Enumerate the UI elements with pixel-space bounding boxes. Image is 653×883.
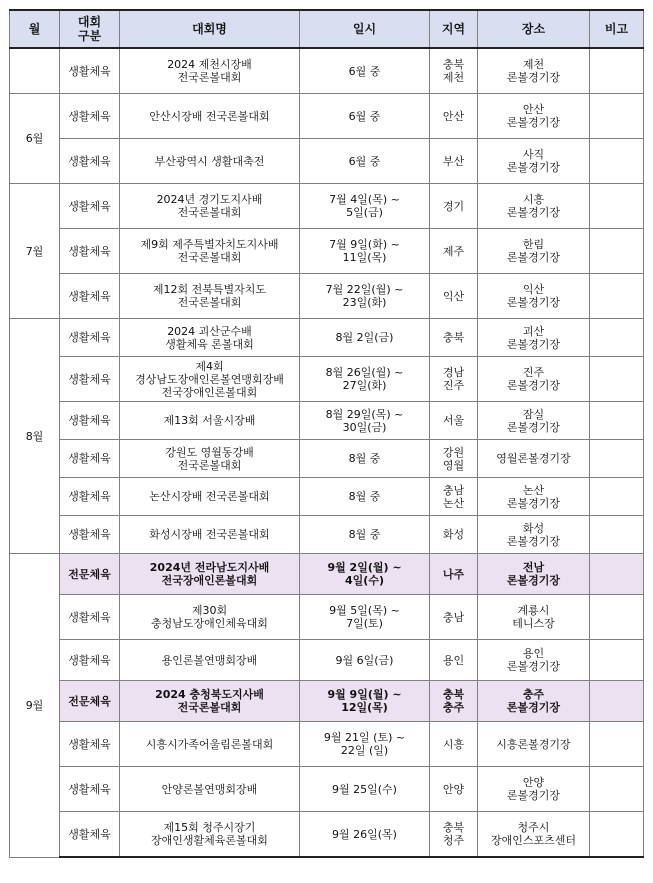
note-cell: [590, 767, 644, 812]
month-cell: 9월: [10, 554, 60, 858]
date-cell: 6월 중: [300, 48, 430, 94]
category-cell: 생활체육: [60, 767, 120, 812]
region-cell: 강원 영월: [430, 440, 478, 478]
region-cell: 충북 충주: [430, 681, 478, 722]
name-cell: 시흥시가족어울림론볼대회: [120, 722, 300, 767]
table-row: [10, 274, 644, 319]
venue-cell: 괴산 론볼경기장: [478, 319, 590, 357]
venue-cell: 계룡시 테니스장: [478, 595, 590, 640]
category-cell: 생활체육: [60, 478, 120, 516]
region-cell: 화성: [430, 516, 478, 554]
region-cell: 충남 논산: [430, 478, 478, 516]
note-cell: [590, 139, 644, 184]
venue-cell: 잠실 론볼경기장: [478, 402, 590, 440]
venue-cell: 시흥론볼경기장: [478, 722, 590, 767]
region-cell: 안양: [430, 767, 478, 812]
note-cell: [590, 94, 644, 139]
note-cell: [590, 595, 644, 640]
date-cell: 8월 2일(금): [300, 319, 430, 357]
category-cell: 전문체육: [60, 554, 120, 595]
date-cell: 9월 9일(월) ~ 12일(목): [300, 681, 430, 722]
note-cell: [590, 478, 644, 516]
name-cell: 제9회 제주특별자치도지사배 전국론볼대회: [120, 229, 300, 274]
name-cell: 제13회 서울시장배: [120, 402, 300, 440]
header-venue: 장소: [478, 10, 590, 48]
region-cell: 익산: [430, 274, 478, 319]
category-cell: 생활체육: [60, 812, 120, 858]
name-cell: 2024 충청북도지사배 전국론볼대회: [120, 681, 300, 722]
date-cell: 7월 4일(목) ~ 5일(금): [300, 184, 430, 229]
venue-cell: 한림 론볼경기장: [478, 229, 590, 274]
note-cell: [590, 516, 644, 554]
note-cell: [590, 640, 644, 681]
venue-cell: 화성 론볼경기장: [478, 516, 590, 554]
table-row: [10, 229, 644, 274]
note-cell: [590, 319, 644, 357]
venue-cell: 충주 론볼경기장: [478, 681, 590, 722]
region-cell: 안산: [430, 94, 478, 139]
name-cell: 제30회 충청남도장애인체육대회: [120, 595, 300, 640]
name-cell: 2024년 경기도지사배 전국론볼대회: [120, 184, 300, 229]
date-cell: 9월 26일(목): [300, 812, 430, 858]
month-cell: [10, 48, 60, 94]
name-cell: 제15회 청주시장기 장애인생활체육론볼대회: [120, 812, 300, 858]
name-cell: 강원도 영월동강배 전국론볼대회: [120, 440, 300, 478]
date-cell: 8월 중: [300, 440, 430, 478]
note-cell: [590, 681, 644, 722]
category-cell: 생활체육: [60, 48, 120, 94]
region-cell: 충남: [430, 595, 478, 640]
name-cell: 용인론볼연맹회장배: [120, 640, 300, 681]
region-cell: 용인: [430, 640, 478, 681]
date-cell: 7월 9일(화) ~ 11일(목): [300, 229, 430, 274]
date-cell: 9월 21일 (토) ~ 22일 (일): [300, 722, 430, 767]
date-cell: 8월 26일(월) ~ 27일(화): [300, 357, 430, 402]
region-cell: 충북: [430, 319, 478, 357]
table-row: [10, 48, 644, 94]
note-cell: [590, 274, 644, 319]
venue-cell: 시흥 론볼경기장: [478, 184, 590, 229]
venue-cell: 안산 론볼경기장: [478, 94, 590, 139]
category-cell: 생활체육: [60, 516, 120, 554]
category-cell: 생활체육: [60, 184, 120, 229]
name-cell: 제12회 전북특별자치도 전국론볼대회: [120, 274, 300, 319]
date-cell: 8월 29일(목) ~ 30일(금): [300, 402, 430, 440]
category-cell: 생활체육: [60, 229, 120, 274]
region-cell: 경기: [430, 184, 478, 229]
table-row: [10, 440, 644, 478]
name-cell: 제4회 경상남도장애인론볼연맹회장배 전국장애인론볼대회: [120, 357, 300, 402]
table-row: [10, 516, 644, 554]
header-name: 대회명: [120, 10, 300, 48]
date-cell: 8월 중: [300, 478, 430, 516]
venue-cell: 진주 론볼경기장: [478, 357, 590, 402]
category-cell: 전문체육: [60, 681, 120, 722]
header-month: 월: [10, 10, 60, 48]
category-cell: 생활체육: [60, 722, 120, 767]
month-cell: 8월: [10, 319, 60, 554]
name-cell: 화성시장배 전국론볼대회: [120, 516, 300, 554]
date-cell: 7월 22일(월) ~ 23일(화): [300, 274, 430, 319]
header-date: 일시: [300, 10, 430, 48]
name-cell: 논산시장배 전국론볼대회: [120, 478, 300, 516]
venue-cell: 안양 론볼경기장: [478, 767, 590, 812]
note-cell: [590, 357, 644, 402]
date-cell: 9월 2일(월) ~ 4일(수): [300, 554, 430, 595]
region-cell: 나주: [430, 554, 478, 595]
region-cell: 서울: [430, 402, 478, 440]
note-cell: [590, 184, 644, 229]
region-cell: 충북 청주: [430, 812, 478, 858]
table-row: [10, 722, 644, 767]
note-cell: [590, 812, 644, 858]
category-cell: 생활체육: [60, 440, 120, 478]
region-cell: 부산: [430, 139, 478, 184]
name-cell: 2024년 전라남도지사배 전국장애인론볼대회: [120, 554, 300, 595]
header-note: 비고: [590, 10, 644, 48]
region-cell: 경남 진주: [430, 357, 478, 402]
category-cell: 생활체육: [60, 595, 120, 640]
venue-cell: 익산 론볼경기장: [478, 274, 590, 319]
region-cell: 충북 제천: [430, 48, 478, 94]
name-cell: 안양론볼연맹회장배: [120, 767, 300, 812]
table-row: [10, 319, 644, 357]
date-cell: 9월 5일(목) ~ 7일(토): [300, 595, 430, 640]
table-row-highlighted: [10, 554, 644, 595]
category-cell: 생활체육: [60, 94, 120, 139]
date-cell: 9월 6일(금): [300, 640, 430, 681]
venue-cell: 전남 론볼경기장: [478, 554, 590, 595]
date-cell: 6월 중: [300, 94, 430, 139]
competition-schedule-table: [9, 9, 644, 858]
venue-cell: 논산 론볼경기장: [478, 478, 590, 516]
category-cell: 생활체육: [60, 139, 120, 184]
venue-cell: 영월론볼경기장: [478, 440, 590, 478]
note-cell: [590, 48, 644, 94]
table-row: [10, 94, 644, 139]
table-row: [10, 767, 644, 812]
table-row: [10, 184, 644, 229]
venue-cell: 용인 론볼경기장: [478, 640, 590, 681]
venue-cell: 사직 론볼경기장: [478, 139, 590, 184]
note-cell: [590, 229, 644, 274]
category-cell: 생활체육: [60, 274, 120, 319]
category-cell: 생활체육: [60, 357, 120, 402]
date-cell: 9월 25일(수): [300, 767, 430, 812]
note-cell: [590, 402, 644, 440]
header-category: 대회 구분: [60, 10, 120, 48]
note-cell: [590, 440, 644, 478]
category-cell: 생활체육: [60, 319, 120, 357]
date-cell: 6월 중: [300, 139, 430, 184]
category-cell: 생활체육: [60, 640, 120, 681]
table-row: [10, 595, 644, 640]
region-cell: 제주: [430, 229, 478, 274]
header-row: [10, 10, 644, 48]
region-cell: 시흥: [430, 722, 478, 767]
name-cell: 부산광역시 생활대축전: [120, 139, 300, 184]
name-cell: 안산시장배 전국론볼대회: [120, 94, 300, 139]
name-cell: 2024 제천시장배 전국론볼대회: [120, 48, 300, 94]
note-cell: [590, 554, 644, 595]
header-region: 지역: [430, 10, 478, 48]
table-row: [10, 357, 644, 402]
table-row: [10, 139, 644, 184]
table-row: [10, 402, 644, 440]
month-cell: 6월: [10, 94, 60, 184]
table-row: [10, 812, 644, 858]
note-cell: [590, 722, 644, 767]
table-row-highlighted: [10, 681, 644, 722]
venue-cell: 제천 론볼경기장: [478, 48, 590, 94]
venue-cell: 청주시 장애인스포츠센터: [478, 812, 590, 858]
category-cell: 생활체육: [60, 402, 120, 440]
name-cell: 2024 괴산군수배 생활체육 론볼대회: [120, 319, 300, 357]
table-row: [10, 478, 644, 516]
table-row: [10, 640, 644, 681]
month-cell: 7월: [10, 184, 60, 319]
date-cell: 8월 중: [300, 516, 430, 554]
